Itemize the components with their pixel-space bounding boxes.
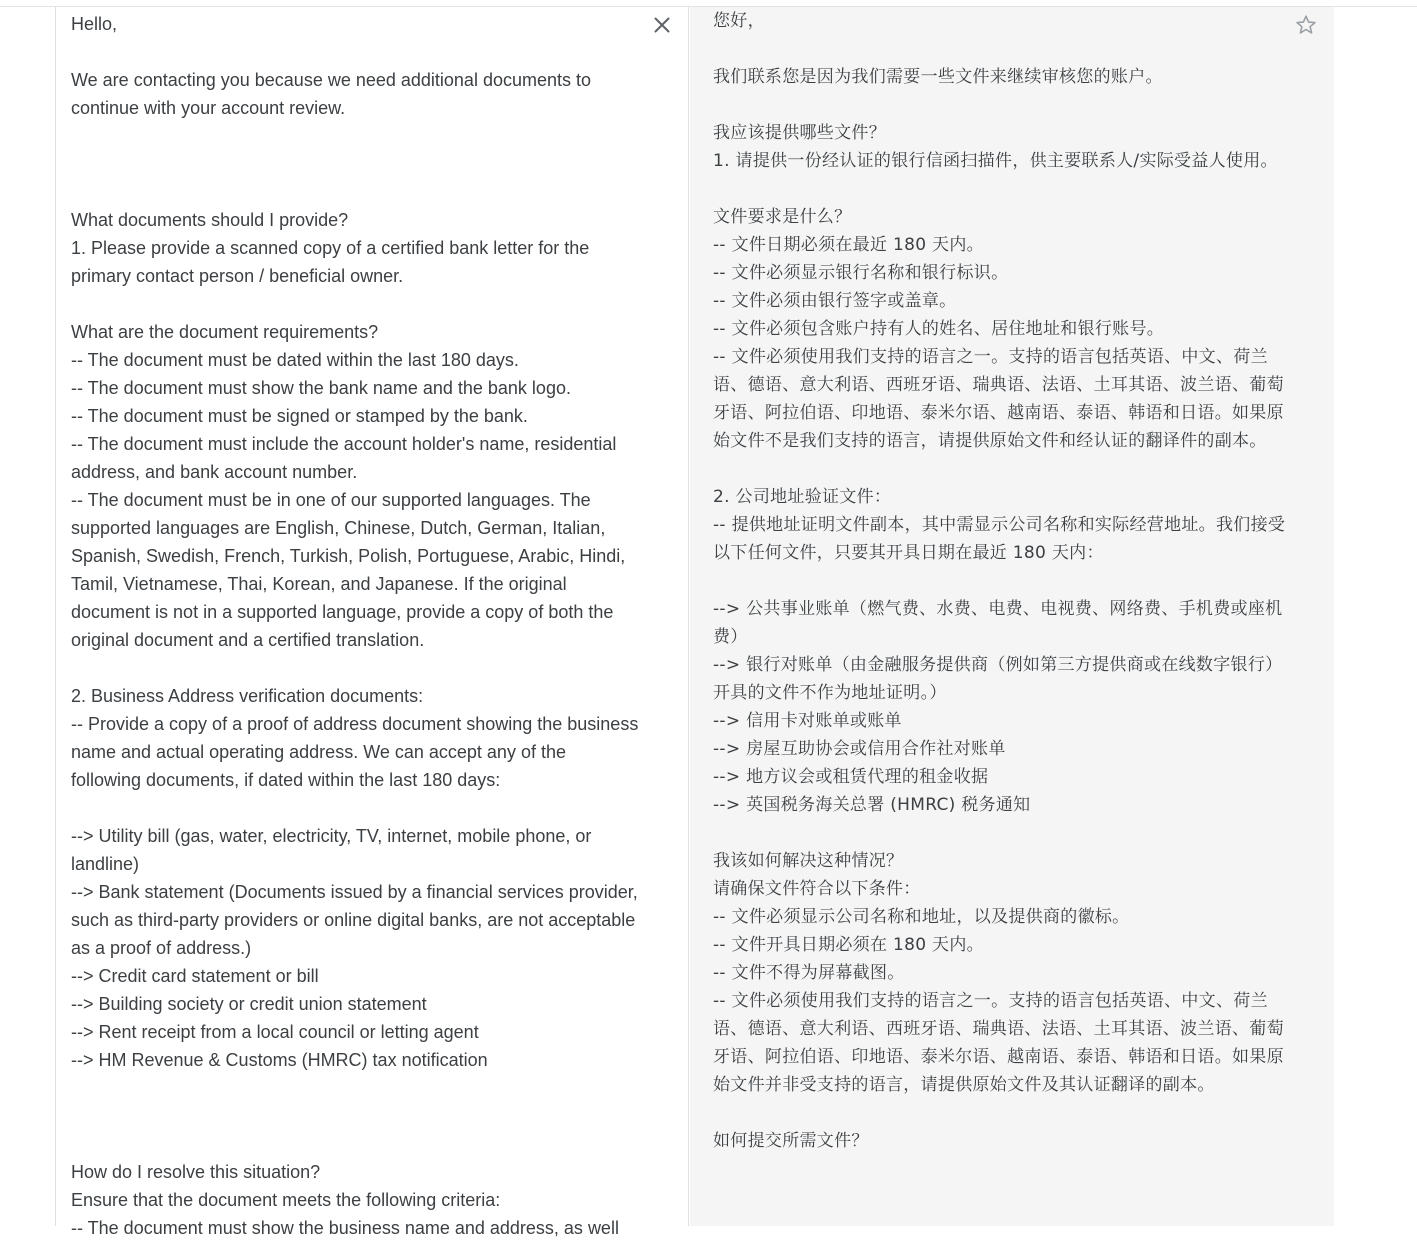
source-text-panel[interactable] [55,7,689,1238]
close-icon [650,13,674,37]
clear-source-button[interactable] [650,13,674,37]
translated-text: 您好， 我们联系您是因为我们需要一些文件来继续审核您的账户。 我应该提供哪些文件？ 1. 请提供一份经认证的银行信函扫描件，供主要联系人/实际受益人使用。 文件要求是什么？ -- 文件日期必须在最近 180 天内。 -- 文件必须显示银行名称和银行标识。 -- 文件必须由银行签字或盖章。 -- 文件必须包含账户持有人的姓名、居住地址和银行账号。 -- 文件必须使用我们支持的语言之一。支持的语言包括英语、中文、荷兰语、德语、意大利语、西班牙语、瑞典语、法语、土耳其语、波兰语、葡萄牙语、阿拉伯语、印地语、泰米尔语、越南语、泰语、韩语和日语。如果原始文件不是我们支持的语言，请提供原始文件和经认证的翻译件的副本。 2. 公司地址验证文件： -- 提供地址证明文件副本，其中需显示公司名称和实际经营地址。我们接受以下任何文件，只要其开具日期在最近 180 天内： --> 公共事业账单（燃气费、水费、电费、电视费、网络费、手机费或座机费） --> 银行对账单（由金融服务提供商（例如第三方提供商或在线数字银行）开具的文件不作为地址证明。） --> 信用卡对账单或账单 --> 房屋互助协会或信用合作社对账单 --> 地方议会或租赁代理的租金收据 --> 英国税务海关总署 (HMRC) 税务通知 我该如何解决这种情况？ 请确保文件符合以下条件： -- 文件必须显示公司名称和地址，以及提供商的徽标。 -- 文件开具日期必须在 180 天内。 -- 文件不得为屏幕截图。 -- 文件必须使用我们支持的语言之一。支持的语言包括英语、中文、荷兰语、德语、意大利语、西班牙语、瑞典语、法语、土耳其语、波兰语、葡萄牙语、阿拉伯语、印地语、泰米尔语、越南语、泰语、韩语和日语。如果原始文件并非受支持的语言，请提供原始文件及其认证翻译的副本。 如何提交所需文件？ [713,11,1286,1151]
star-outline-icon [1294,13,1318,37]
translation-text-panel [690,7,1334,1226]
top-divider [0,0,1417,7]
save-translation-button[interactable] [1294,13,1318,37]
source-text[interactable]: Hello, We are contacting you because we need additional documents to continue with your account review. What documents should I provide? 1. Please provide a scanned copy of a certified bank letter for the primary contact person / beneficial owner. What are the document requirements? -- The document must be dated within the last 180 days. -- The document must show the bank name and the bank logo. -- The document must be signed or stamped by the bank. -- The document must include the account holder's name, residential address, and bank account number. -- The document must be in one of our supported languages. The supported languages are English, Chinese, Dutch, German, Italian, Spanish, Swedish, French, Turkish, Polish, Portuguese, Arabic, Hindi, Tamil, Vietnamese, Thai, Korean, and Japanese. If the original document is not in a supported language, provide a copy of both the original document and a certified translation. 2. Business Address verification documents: -- Provide a copy of a proof of address document showing the business name and actual operating address. We can accept any of the following documents, if dated within the last 180 days: --> Utility bill (gas, water, electricity, TV, internet, mobile phone, or landline) --> Bank statement (Documents issued by a financial services provider, such as third-party providers or online digital banks, are not acceptable as a proof of address.) --> Credit card statement or bill --> Building society or credit union statement --> Rent receipt from a local council or letting agent --> HM Revenue & Customs (HMRC) tax notification How do I resolve this situation? Ensure that the document meets the following criteria: -- The document must show the business name and address, as well [71,14,639,1238]
